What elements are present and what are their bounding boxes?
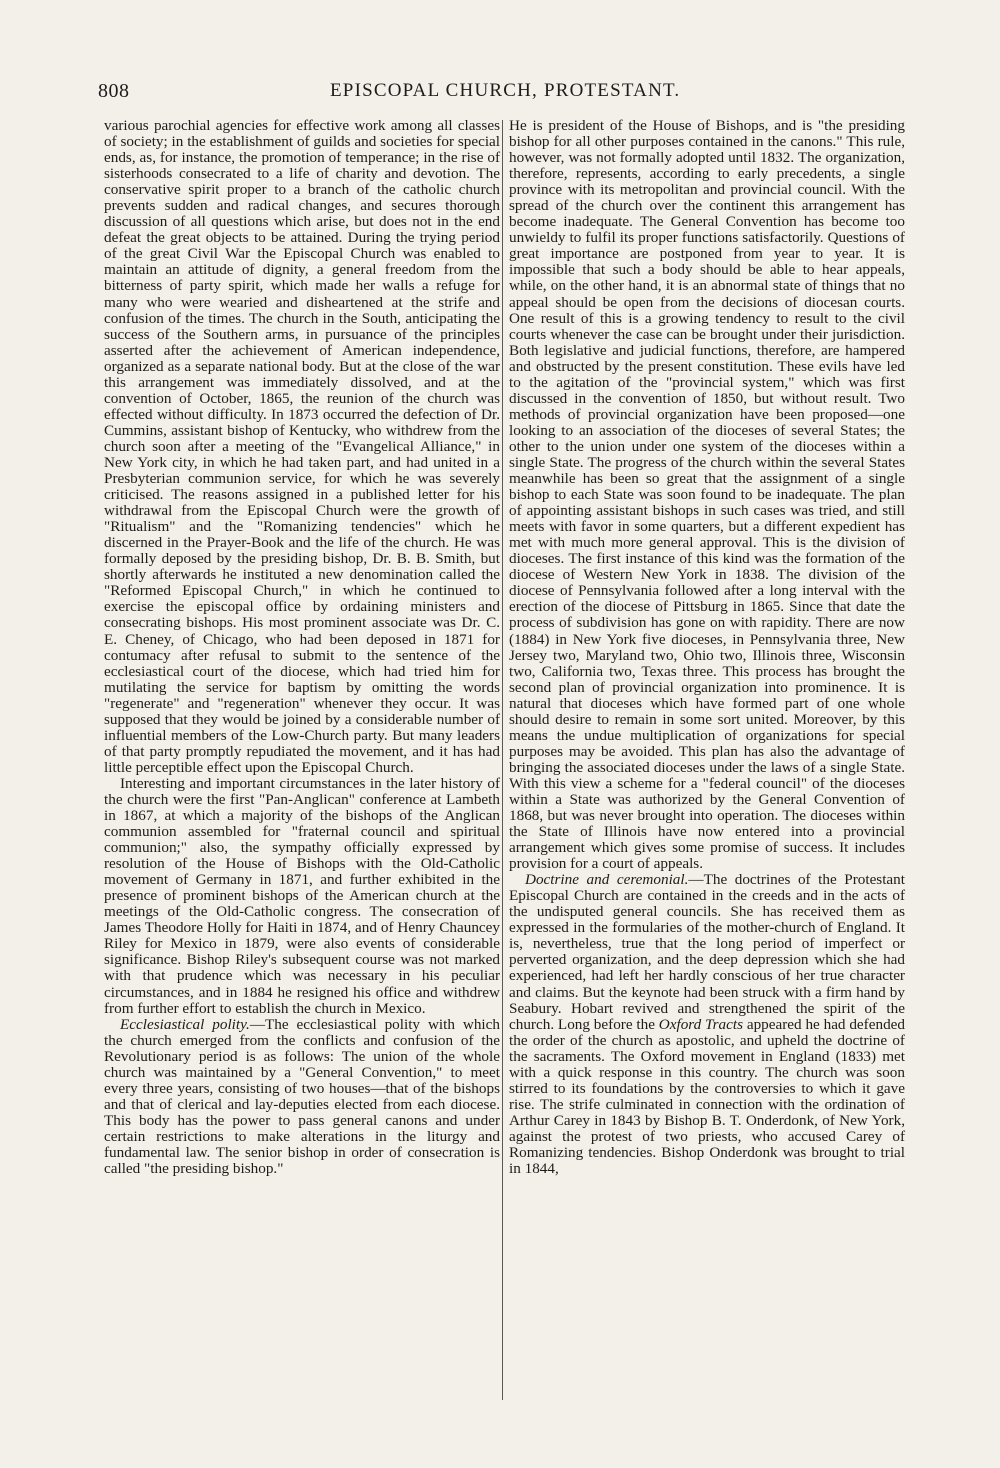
running-head: EPISCOPAL CHURCH, PROTESTANT. xyxy=(330,80,681,101)
page-number: 808 xyxy=(98,80,130,102)
oxford-tracts-title: Oxford Tracts xyxy=(658,1015,744,1033)
right-column xyxy=(509,118,905,1177)
left-paragraph-3-text: —The ecclesiastical polity with which the church emerged from the conflicts and confusion of the Revolutionary period is as follows: The union of the whole church was maintained by a "General Convention," to meet every three years, consisting of two houses—that of the bishops and that of clerical and lay-deputies elected from each diocese. This body has the power to pass general canons and under certain restrictions to make alterations in the liturgy and fundamental law. The senior bishop in order of consecration is called "the presiding bishop." xyxy=(104,1015,500,1178)
section-heading-doctrine: Doctrine and ceremonial. xyxy=(525,871,689,889)
left-paragraph-2: Interesting and important circumstances in the later history of the church were the first "Pan-Anglican" conference at Lambeth in 1867, at which a majority of the bishops of the Anglican communion assembled for "fraternal council and spiritual communion;" also, the sympathy officially expressed by resolution of the House of Bishops with the Old-Catholic movement of Germany in 1871, and further exhibited in the presence of prominent bishops of the American church at the meetings of the Old-Catholic congress. The consecration of James Theodore Holly for Haiti in 1874, and of Henry Chauncey Riley for Mexico in 1879, were also events of considerable significance. Bishop Riley's subsequent course was not marked with that prudence which was necessary in his peculiar circumstances, and in 1884 he resigned his office and withdrew from further effort to establish the church in Mexico. xyxy=(104,774,500,1017)
left-paragraph-3 xyxy=(104,1017,500,1177)
right-paragraph-2 xyxy=(509,872,905,1177)
right-paragraph-1: He is president of the House of Bishops, and is "the presiding bishop for all other purposes contained in the canons." This rule, however, was not formally adopted until 1832. The organization, therefore, represents, according to early precedents, a single province with its metropolitan and provincial council. With the spread of the church over the continent this arrangement has become inadequate. The General Convention has become too unwieldy to fulfil its proper functions satisfactorily. Questions of great importance are postponed from year to year. It is impossible that such a body should be able to hear appeals, while, on the other hand, it is an abnormal state of things that no appeal should be open from the decisions of diocesan courts. One result of this is a growing tendency to result to the civil courts whenever the case can be brought under their jurisdiction. Both legislative and judicial functions, therefore, are hampered and obstructed by the present constitution. These evils have led to the agitation of the "provincial system," which was first discussed in the convention of 1850, but without result. Two methods of provincial organization have been proposed—one looking to an association of the dioceses of several States; the other to the union under one system of the dioceses within a single State. The progress of the church within the several States meanwhile has been so great that the assignment of a single bishop to each State was soon found to be inadequate. The plan of appointing assistant bishops in such cases was tried, and still meets with favor in some quarters, but a different expedient has met with much more general approval. This is the division of dioceses. The first instance of this kind was the formation of the diocese of Western New York in 1838. The division of the diocese of Pennsylvania followed after a long interval with the erection of the diocese of Pittsburg in 1865. Since that date the process of subdivision has gone on with rapidity. There are now (1884) in New York five dioceses, in Pennsylvania three, New Jersey two, Maryland two, Ohio two, Illinois three, Wisconsin two, California two, Texas three. This process has brought the second plan of provincial organization into prominence. It is natural that dioceses which have formed part of one whole should desire to remain in some sort united. Moreover, by this means the undue multiplication of organizations for special purposes may be avoided. This plan has also the advantage of bringing the associated dioceses under the laws of a single State. With this view a scheme for a "federal council" of the dioceses within a State was authorized by the General Convention of 1868, but was never brought into operation. The dioceses within the State of Illinois have now entered into a provincial arrangement which gives some promise of success. It includes provision for a court of appeals. xyxy=(509,117,905,873)
column-divider xyxy=(502,120,503,1400)
left-column xyxy=(104,118,500,1177)
right-paragraph-2-text-a: —The doctrines of the Protestant Episcopal Church are contained in the creeds and in the acts of the undisputed general councils. She has received them as expressed in the formularies of the mother-church of England. It is, nevertheless, true that the long period of imperfect or perverted organization, and the deep depression which she had experienced, had left her hardly conscious of her true character and claims. But the keynote had been struck with a firm hand by Seabury. Hobart revived and strengthened the spirit of the church. Long before the xyxy=(509,871,905,1033)
right-paragraph-2-text-b: appeared he had defended the order of the church as apostolic, and upheld the doctrine of the sacraments. The Oxford movement in England (1833) met with a quick response in this country. The church was soon stirred to its foundations by the controversies to which it gave rise. The strife culminated in connection with the ordination of Arthur Carey in 1843 by Bishop B. T. Onderdonk, of New York, against the protest of two priests, who accused Carey of Romanizing tendencies. Bishop Onderdonk was brought to trial in 1844, xyxy=(509,1015,905,1178)
page-header xyxy=(98,80,900,114)
left-paragraph-1: various parochial agencies for effective work among all classes of society; in the establishment of guilds and societies for special ends, as, for instance, the promotion of temperance; in the rise of sisterhoods consecrated to a life of charity and devotion. The conservative spirit proper to a branch of the catholic church prevents sudden and radical changes, and secures thorough discussion of all questions which arise, but does not in the end defeat the great objects to be attained. During the trying period of the great Civil War the Episcopal Church was enabled to maintain an attitude of dignity, a general freedom from the bitterness of party spirit, which made her walls a refuge for many who were wearied and disheartened at the strife and confusion of the times. The church in the South, anticipating the success of the Southern arms, in pursuance of the principles asserted after the achievement of American independence, organized as a separate national body. But at the close of the war this arrangement was immediately dissolved, and at the convention of October, 1865, the reunion of the church was effected without difficulty. In 1873 occurred the defection of Dr. Cummins, assistant bishop of Kentucky, who withdrew from the church soon after a meeting of the "Evangelical Alliance," in New York city, in which he had taken part, and had united in a Presbyterian communion service, for which he was severely criticised. The reasons assigned in a published letter for his withdrawal from the Episcopal Church were the growth of "Ritualism" and the "Romanizing tendencies" which he discerned in the Prayer-Book and the life of the church. He was formally deposed by the presiding bishop, Dr. B. B. Smith, but shortly afterwards he instituted a new denomination called the "Reformed Episcopal Church," in which he continued to exercise the episcopal office by ordaining ministers and consecrating bishops. His most prominent associate was Dr. C. E. Cheney, of Chicago, who had been deposed in 1871 for contumacy after refusal to submit to the sentence of the ecclesiastical court of the diocese, which had tried him for mutilating the service for baptism by omitting the words "regenerate" and "regeneration" whenever they occur. It was supposed that they would be joined by a considerable number of influential members of the Low-Church party. But many leaders of that party promptly repudiated the movement, and it has had little perceptible effect upon the Episcopal Church. xyxy=(104,117,500,776)
section-heading-ecclesiastical-polity: Ecclesiastical polity. xyxy=(120,1015,250,1033)
